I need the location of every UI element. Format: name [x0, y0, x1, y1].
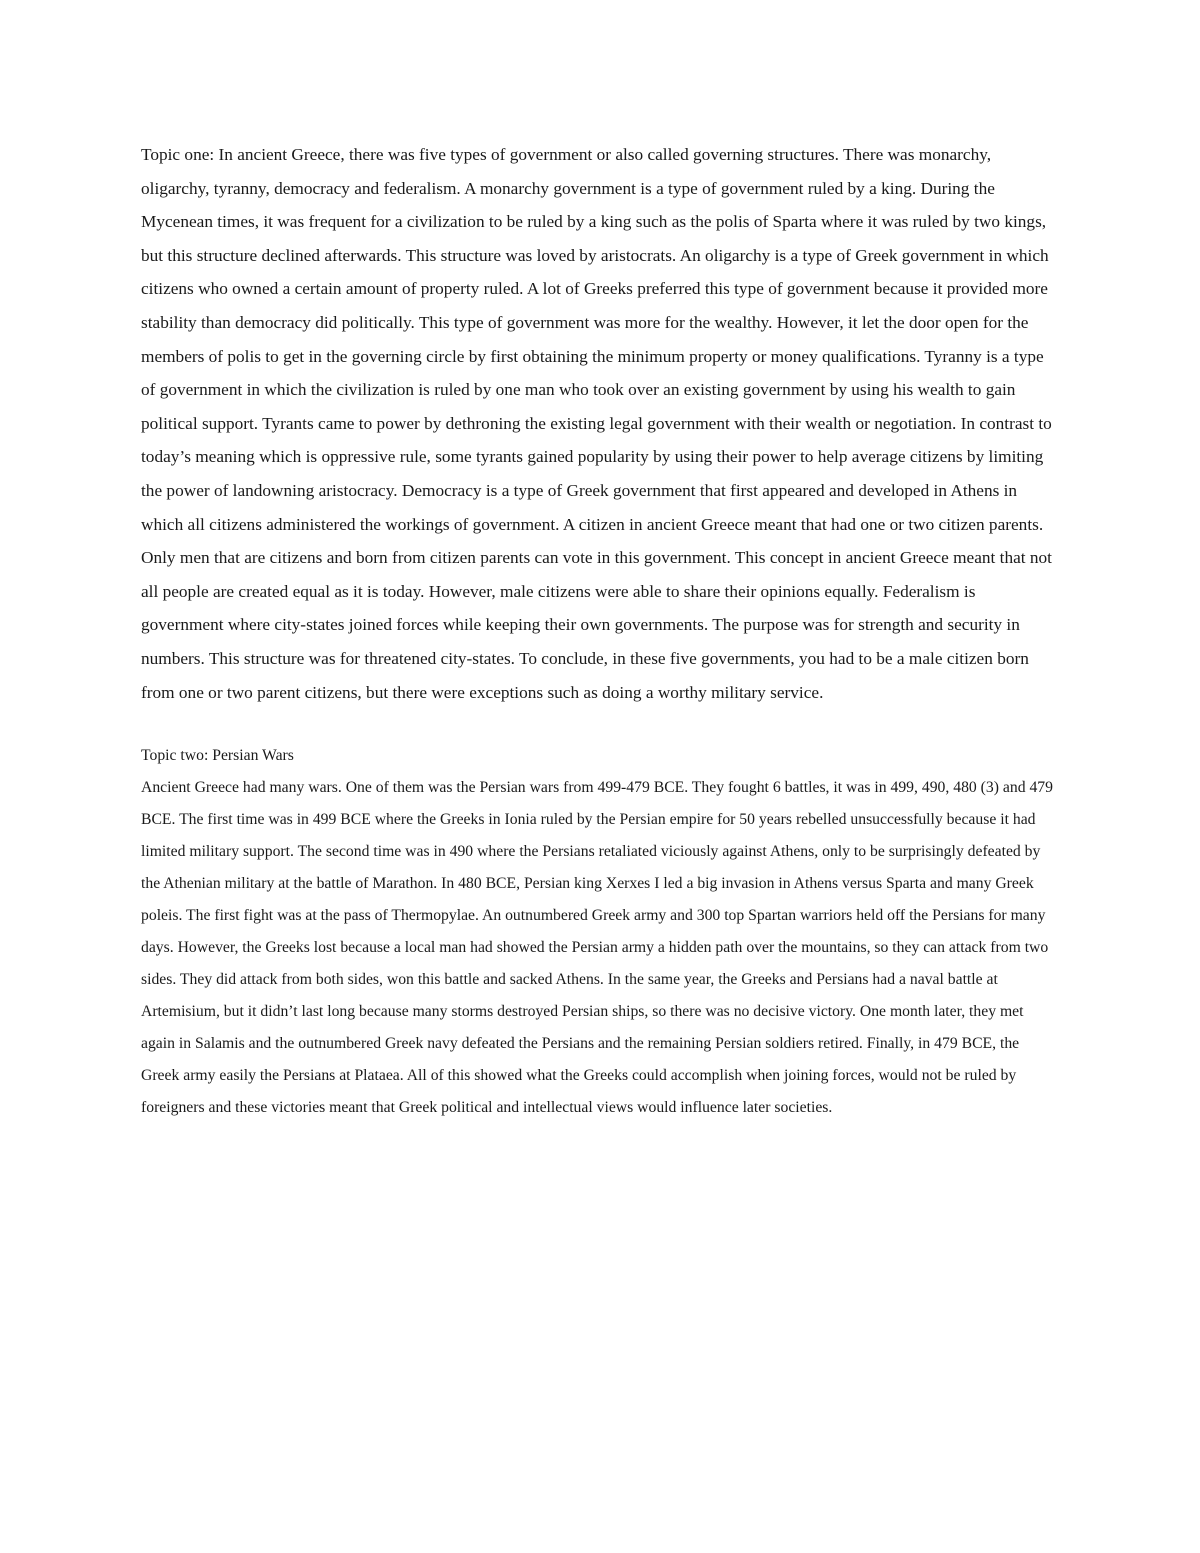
topic-two-paragraph: Ancient Greece had many wars. One of them was the Persian wars from 499-479 BCE. They fought 6 battles, it was in 499, 490, 480 (3) and 479 BCE. The first time was in 499 BCE where the Greeks in Ionia ruled by the Persian empire for 50 years rebelled unsuccessfully because it had limited military support. The second time was in 490 where the Persians retaliated viciously against Athens, only to be surprisingly defeated by the Athenian military at the battle of Marathon. In 480 BCE, Persian king Xerxes I led a big invasion in Athens versus Sparta and many Greek poleis. The first fight was at the pass of Thermopylae. An outnumbered Greek army and 300 top Spartan warriors held off the Persians for many days. However, the Greeks lost because a local man had showed the Persian army a hidden path over the mountains, so they can attack from two sides. They did attack from both sides, won this battle and sacked Athens. In the same year, the Greeks and Persians had a naval battle at Artemisium, but it didn’t last long because many storms destroyed Persian ships, so there was no decisive victory. One month later, they met again in Salamis and the outnumbered Greek navy defeated the Persians and the remaining Persian soldiers retired. Finally, in 479 BCE, the Greek army easily the Persians at Plataea. All of this showed what the Greeks could accomplish when joining forces, would not be ruled by foreigners and these victories meant that Greek political and intellectual views would influence later societies.: [141, 779, 1053, 1117]
document-body: [141, 138, 1061, 1124]
topic-two-heading: Topic two: Persian Wars: [141, 747, 294, 765]
topic-one-paragraph: Topic one: In ancient Greece, there was five types of government or also called governing structures. There was monarchy, oligarchy, tyranny, democracy and federalism. A monarchy government is a type of government ruled by a king. During the Mycenean times, it was frequent for a civilization to be ruled by a king such as the polis of Sparta where it was ruled by two kings, but this structure declined afterwards. This structure was loved by aristocrats. An oligarchy is a type of Greek government in which citizens who owned a certain amount of property ruled. A lot of Greeks preferred this type of government because it provided more stability than democracy did politically. This type of government was more for the wealthy. However, it let the door open for the members of polis to get in the governing circle by first obtaining the minimum property or money qualifications. Tyranny is a type of government in which the civilization is ruled by one man who took over an existing government by using his wealth to gain political support. Tyrants came to power by dethroning the existing legal government with their wealth or negotiation. In contrast to today’s meaning which is oppressive rule, some tyrants gained popularity by using their power to help average citizens by limiting the power of landowning aristocracy. Democracy is a type of Greek government that first appeared and developed in Athens in which all citizens administered the workings of government. A citizen in ancient Greece meant that had one or two citizen parents. Only men that are citizens and born from citizen parents can vote in this government. This concept in ancient Greece meant that not all people are created equal as it is today. However, male citizens were able to share their opinions equally. Federalism is government where city-states joined forces while keeping their own governments. The purpose was for strength and security in numbers. This structure was for threatened city-states. To conclude, in these five governments, you had to be a male citizen born from one or two parent citizens, but there were exceptions such as doing a worthy military service.: [141, 145, 1052, 702]
topic-two-section: [141, 740, 1061, 1124]
